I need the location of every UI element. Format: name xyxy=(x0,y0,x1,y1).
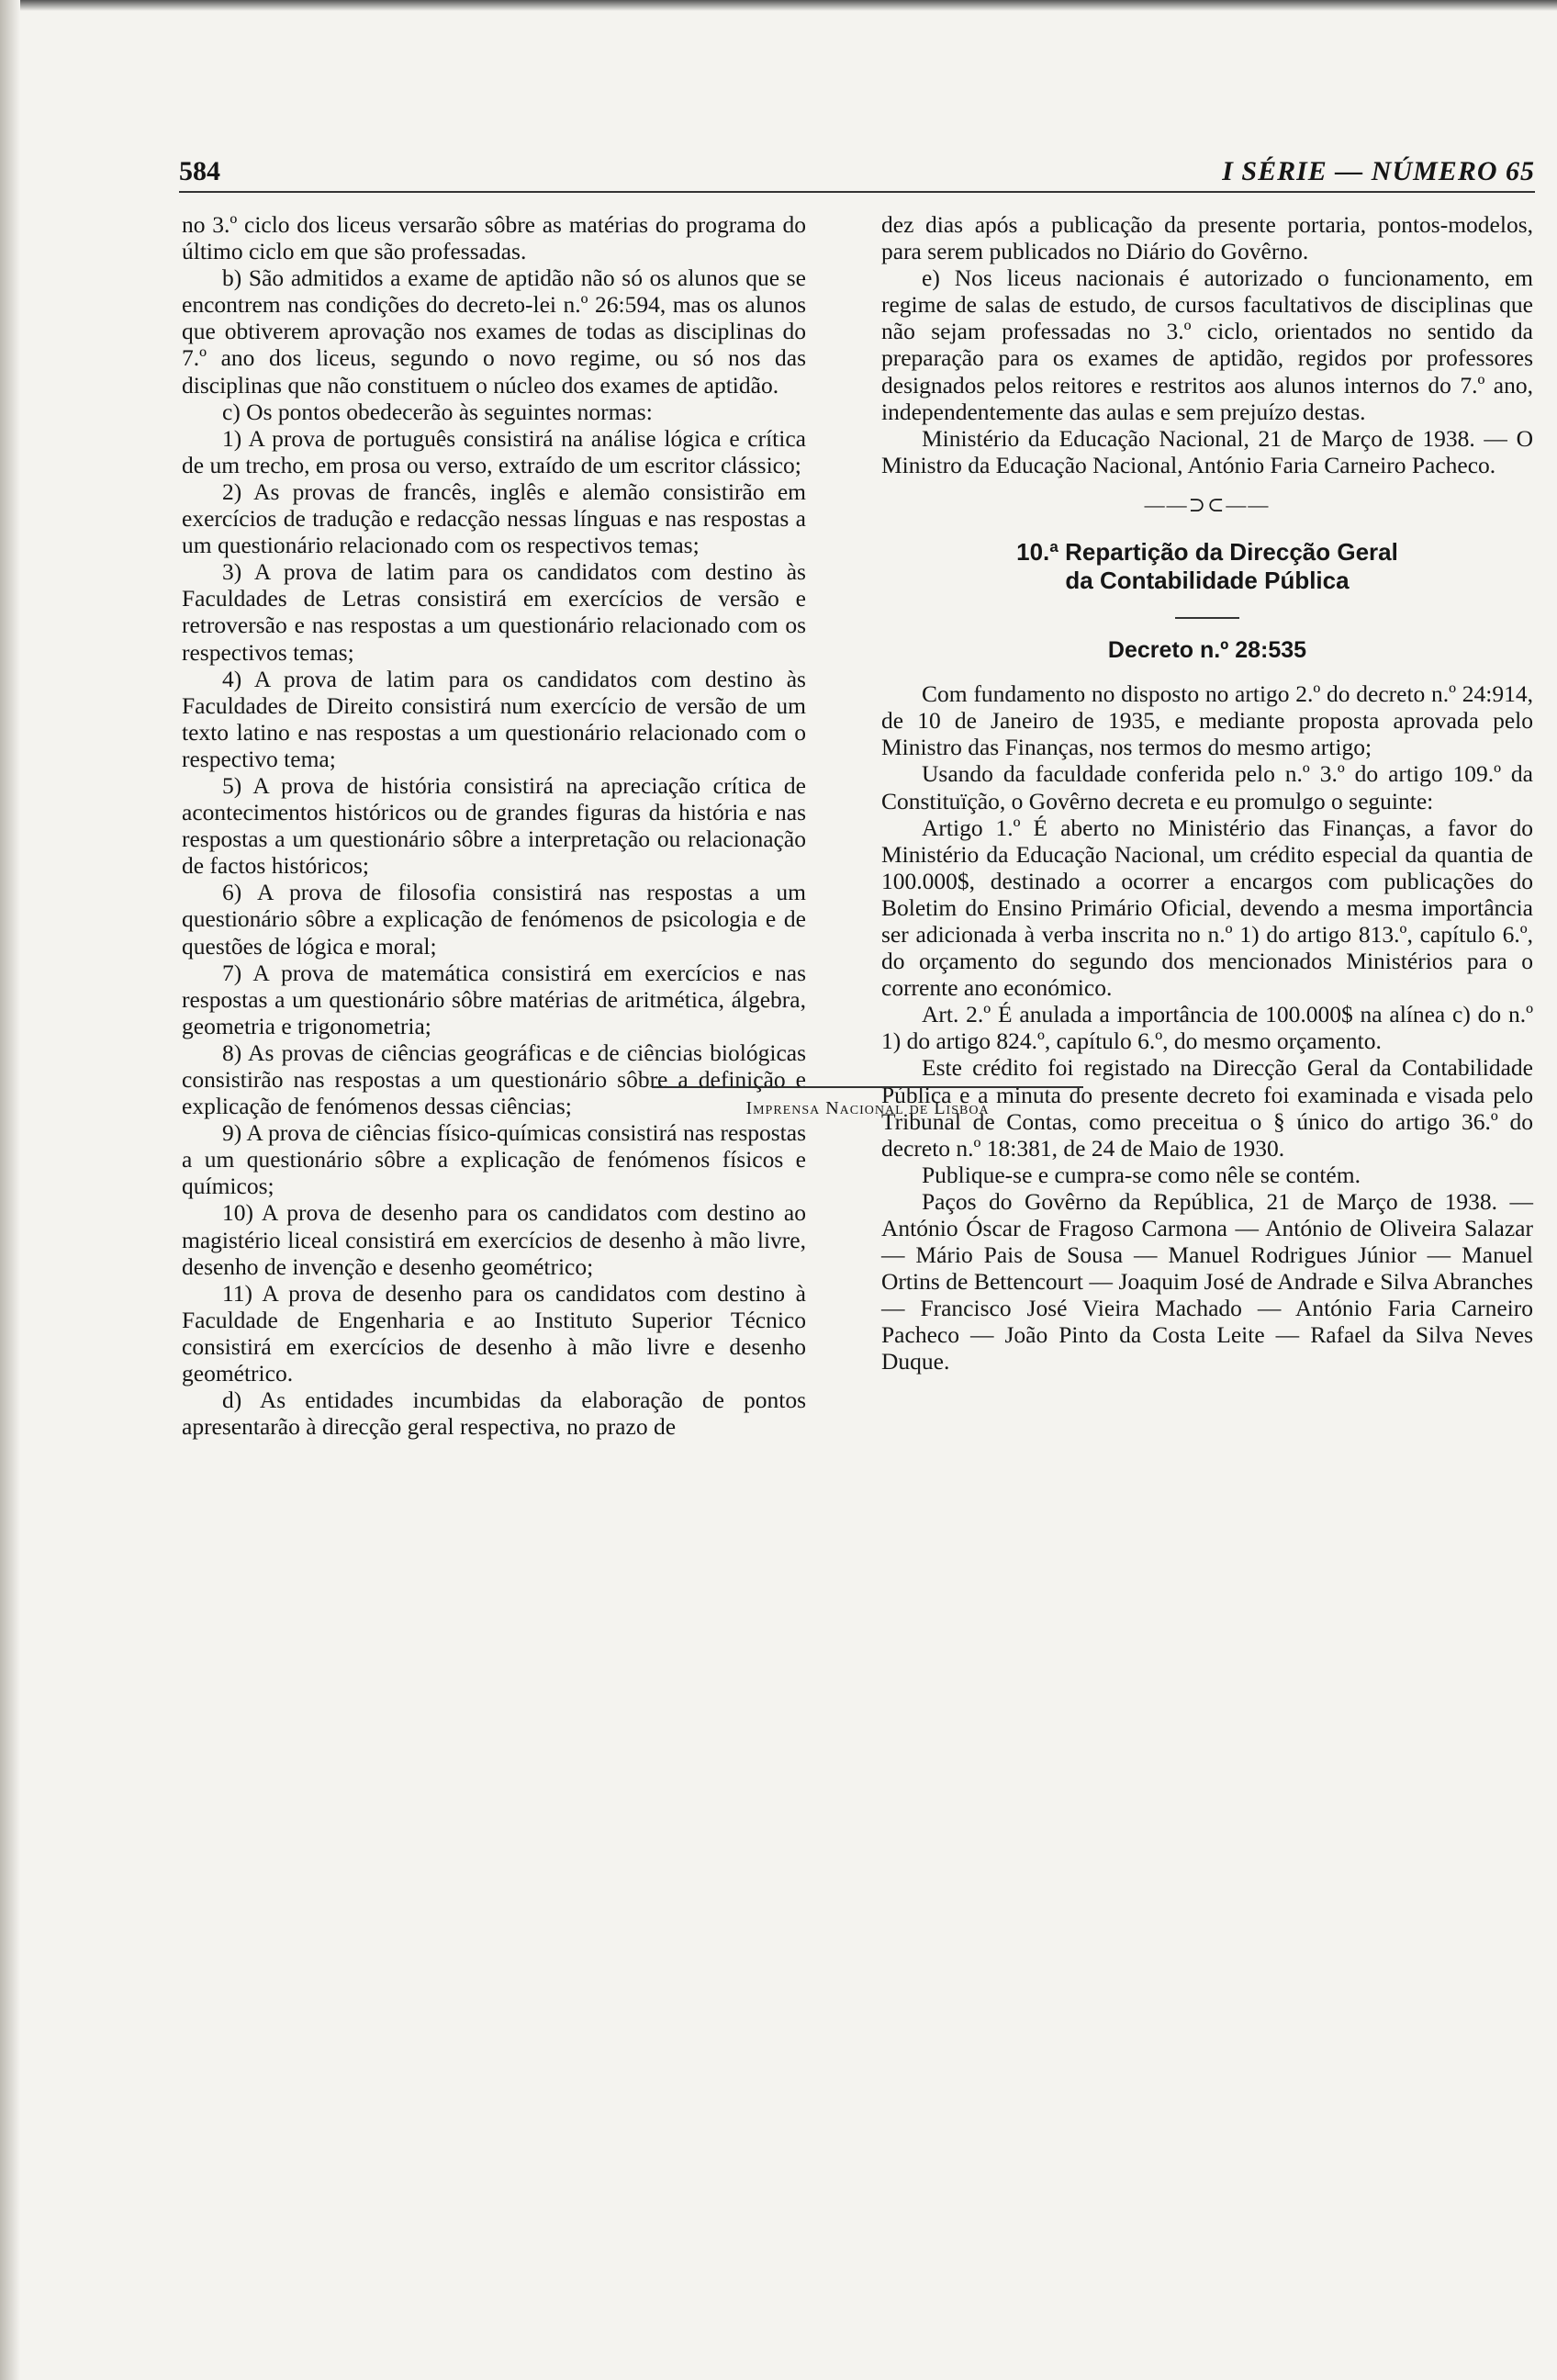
paragraph: b) São admitidos a exame de aptidão não só os alunos que se encontrem nas condições do decreto-lei n.º 26:594, mas os alunos que obtiverem aprovação nos exames de todas as disciplinas do 7.º ano dos liceus, segundo o novo regime, ou só nos das disciplinas que não constituem o núcleo dos exames de aptidão. xyxy=(182,264,806,399)
paragraph: c) Os pontos obedecerão às seguintes normas: xyxy=(222,398,653,425)
signature-paragraph: Paços do Govêrno da República, 21 de Março de 1938. — António Óscar de Fragoso Carmona — António de Oliveira Salazar — Mário Pais de Sousa — Manuel Rodrigues Júnior — Manuel Ortins de Bettencourt — Joaquim José de Andrade e Silva Abranches — Francisco José Vieira Machado — António Faria Carneiro Pacheco — João Pinto da Costa Leite — Rafael da Silva Neves Duque. xyxy=(881,1187,1533,1375)
scan-binding-shadow xyxy=(0,0,20,2380)
heading-rule xyxy=(1175,617,1239,619)
scan-top-edge xyxy=(0,0,1557,11)
paragraph: Publique-se e cumpra-se como nêle se contém. xyxy=(922,1161,1361,1188)
paragraph: 8) As provas de ciências geográficas e de ciências biológicas consistirão nas respostas a um questionário sôbre a definição e explicação de fenómenos dessas ciências; xyxy=(182,1038,806,1120)
section-heading-line: 10.ª Repartição da Direcção Geral xyxy=(1016,538,1398,567)
paragraph: 6) A prova de filosofia consistirá nas respostas a um questionário sôbre a explicação de fenómenos de psicologia e de questões de lógica e moral; xyxy=(182,879,806,960)
decree-title: Decreto n.º 28:535 xyxy=(1107,637,1307,664)
footer-rule xyxy=(652,1086,1083,1088)
paragraph: 4) A prova de latim para os candidatos com destino às Faculdades de Direito consistirá num exercício de versão de um texto latino e nas respostas a um questionário relacionado com o respectivo tema; xyxy=(182,665,806,772)
paragraph: 5) A prova de história consistirá na apreciação crítica de acontecimentos históricos ou de grandes figuras da história e nas respostas a um questionário sôbre a interpretação ou relacionação de factos históricos; xyxy=(182,771,806,880)
paragraph: no 3.º ciclo dos liceus versarão sôbre as matérias do programa do último ciclo em que são professadas. xyxy=(182,211,806,265)
paragraph: Art. 2.º É anulada a importância de 100.000$ na alínea c) do n.º 1) do artigo 824.º, capítulo 6.º, do mesmo orçamento. xyxy=(881,1001,1533,1055)
signature-paragraph: Ministério da Educação Nacional, 21 de Março de 1938. — O Ministro da Educação Nacional, António Faria Carneiro Pacheco. xyxy=(881,424,1533,478)
paragraph: 3) A prova de latim para os candidatos com destino às Faculdades de Letras consistirá em exercícios de versão e retroversão e nas respostas a um questionário relacionado com os respectivos temas; xyxy=(182,558,806,666)
section-heading xyxy=(881,538,1533,595)
paragraph: d) As entidades incumbidas da elaboração de pontos apresentarão à direcção geral respectiva, no prazo de xyxy=(182,1386,806,1441)
paragraph: 7) A prova de matemática consistirá em exercícios e nas respostas a um questionário sôbre matérias de aritmética, álgebra, geometria e trigonometria; xyxy=(182,959,806,1039)
paragraph: Usando da faculdade conferida pelo n.º 3.º do artigo 109.º da Constituïção, o Govêrno decreta e eu promulgo o seguinte: xyxy=(881,760,1533,814)
paragraph: 1) A prova de português consistirá na análise lógica e crítica de um trecho, em prosa ou verso, extraído de um escritor clássico; xyxy=(182,424,806,478)
paragraph: dez dias após a publicação da presente portaria, pontos-modelos, para serem publicados no Diário do Govêrno. xyxy=(881,211,1533,265)
printer-imprint: Imprensa Nacional de Lisboa xyxy=(745,1098,990,1118)
paragraph: 11) A prova de desenho para os candidatos com destino à Faculdade de Engenharia e ao Instituto Superior Técnico consistirá em exercícios de desenho à mão livre e desenho geométrico. xyxy=(182,1279,806,1387)
series-number: I SÉRIE — NÚMERO 65 xyxy=(1222,156,1535,186)
header-rule xyxy=(179,191,1535,193)
paragraph: 2) As provas de francês, inglês e alemão consistirão em exercícios de tradução e redacção nessas línguas e nas respostas a um questionário relacionado com os respectivos temas; xyxy=(182,477,806,559)
paragraph: Artigo 1.º É aberto no Ministério das Finanças, a favor do Ministério da Educação Nacional, um crédito especial da quantia de 100.000$, destinado a ocorrer a encargos com publicações do Boletim do Ensino Primário Oficial, devendo a mesma importância ser adicionada à verba inscrita no n.º 1) do artigo 813.º, capítulo 6.º, do orçamento do segundo dos mencionados Ministérios para o corrente ano económico. xyxy=(881,814,1533,1002)
paragraph: Com fundamento no disposto no artigo 2.º do decreto n.º 24:914, de 10 de Janeiro de 1935, e mediante proposta aprovada pelo Ministro das Finanças, nos termos do mesmo artigo; xyxy=(881,680,1533,761)
page-number: 584 xyxy=(179,156,220,186)
page-header xyxy=(179,138,1535,193)
left-column xyxy=(182,211,806,1440)
paragraph: Este crédito foi registado na Direcção Geral da Contabilidade Pública e a minuta do presente decreto foi examinada e visada pelo Tribunal de Contas, como preceitua o § único do artigo 36.º do decreto n.º 18:381, de 24 de Maio de 1930. xyxy=(881,1054,1533,1162)
right-column xyxy=(881,211,1533,1375)
paragraph: 9) A prova de ciências físico-químicas consistirá nas respostas a um questionário sôbre a explicação de fenómenos físicos e químicos; xyxy=(182,1119,806,1200)
section-ornament: ——⊃⊂—— xyxy=(1144,492,1271,516)
paragraph: e) Nos liceus nacionais é autorizado o funcionamento, em regime de salas de estudo, de cursos facultativos de disciplinas que não sejam professadas no 3.º ciclo, orientados no sentido da preparação para os exames de aptidão, regidos por professores designados pelos reitores e restritos aos alunos internos do 7.º ano, independentemente das aulas e sem prejuízo destas. xyxy=(881,264,1533,425)
paragraph: 10) A prova de desenho para os candidatos com destino ao magistério liceal consistirá em exercícios de desenho à mão livre, desenho de invenção e desenho geométrico; xyxy=(182,1199,806,1280)
section-heading-line: da Contabilidade Pública xyxy=(1065,567,1350,595)
